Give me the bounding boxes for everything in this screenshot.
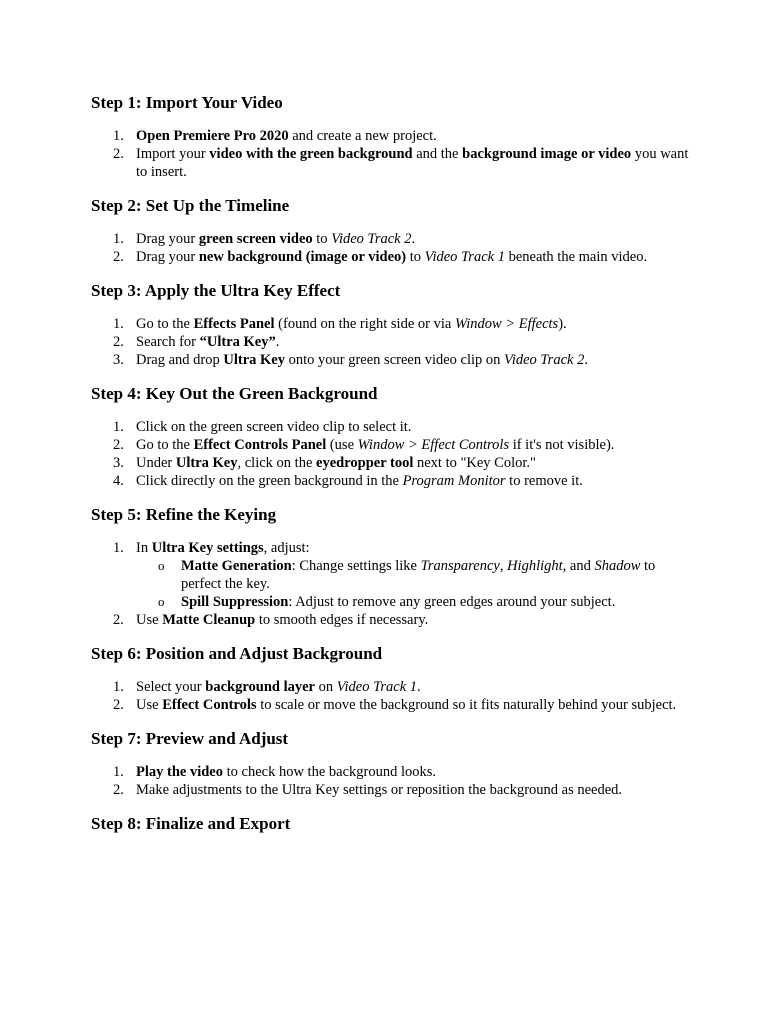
- list-item: [91, 127, 691, 145]
- list-number: 3.: [113, 352, 124, 368]
- spacer: [91, 217, 691, 230]
- text-run: ,: [499, 558, 508, 574]
- list-item: [91, 539, 691, 611]
- text-run: In: [136, 540, 152, 556]
- list-item-text: [136, 679, 421, 695]
- list-item-text: [136, 146, 688, 180]
- text-run: you want to insert.: [136, 146, 689, 180]
- document-content: [91, 92, 691, 835]
- italic-text: Highlight: [507, 558, 563, 574]
- bold-text: new background (image or video): [198, 249, 407, 265]
- spacer: [91, 490, 691, 504]
- text-run: Go to the: [136, 437, 194, 453]
- text-run: to: [312, 231, 332, 247]
- italic-text: Video Track 1: [424, 249, 505, 265]
- bold-text: Ultra Key: [223, 352, 285, 368]
- bold-text: Ultra Key settings: [151, 540, 264, 556]
- text-run: .: [584, 352, 588, 368]
- step-heading: Step 5: Refine the Keying: [91, 505, 277, 524]
- text-run: onto your green screen video clip on: [285, 352, 505, 368]
- list-item-text: [136, 612, 428, 628]
- list-item-text: [136, 697, 676, 713]
- text-run: , adjust:: [263, 540, 310, 556]
- spacer: [91, 629, 691, 643]
- step-list: [91, 678, 691, 714]
- list-item: [91, 145, 691, 181]
- list-item-text: [136, 540, 310, 556]
- list-number: 1.: [113, 540, 124, 556]
- spacer: [91, 799, 691, 813]
- step-heading: Step 3: Apply the Ultra Key Effect: [91, 281, 341, 300]
- text-run: : Change settings like: [291, 558, 421, 574]
- step-list: [91, 230, 691, 266]
- sub-list-item: [136, 593, 691, 611]
- text-run: ).: [558, 316, 567, 332]
- bold-text: Play the video: [136, 764, 223, 780]
- text-run: Use: [136, 697, 163, 713]
- step-list: [91, 763, 691, 799]
- step-list: [91, 315, 691, 369]
- list-number: 1.: [113, 128, 124, 144]
- list-item: [91, 611, 691, 629]
- step-heading: Step 6: Position and Adjust Background: [91, 644, 383, 663]
- text-run: Use: [136, 612, 163, 628]
- list-item: [91, 315, 691, 333]
- text-run: if it's not visible).: [509, 437, 615, 453]
- spacer: [91, 266, 691, 280]
- bold-text: Matte Generation: [181, 558, 292, 574]
- spacer: [91, 714, 691, 728]
- italic-text: Shadow: [594, 558, 641, 574]
- text-run: Drag your: [136, 231, 199, 247]
- list-item: [91, 454, 691, 472]
- list-item-text: [136, 473, 583, 489]
- list-item-text: [136, 249, 647, 265]
- text-run: Click directly on the green background in the: [136, 473, 403, 489]
- bold-text: Open Premiere Pro 2020: [136, 128, 289, 144]
- bullet-icon: o: [158, 594, 165, 609]
- text-run: Search for: [136, 334, 200, 350]
- italic-text: Video Track 2: [504, 352, 585, 368]
- italic-text: Window > Effects: [454, 316, 559, 332]
- list-item-text: [136, 782, 622, 798]
- spacer: [91, 526, 691, 539]
- text-run: to scale or move the background so it fits naturally behind your subject.: [256, 697, 677, 713]
- text-run: Make adjustments to the Ultra Key settings or reposition the background as needed.: [136, 782, 623, 798]
- text-run: (use: [326, 437, 358, 453]
- list-number: 2.: [113, 334, 124, 350]
- list-item: [91, 472, 691, 490]
- text-run: to remove it.: [505, 473, 583, 489]
- list-item-text: [136, 437, 614, 453]
- list-item-text: [136, 455, 536, 471]
- spacer: [91, 405, 691, 418]
- step-heading: Step 4: Key Out the Green Background: [91, 384, 378, 403]
- spacer: [91, 302, 691, 315]
- text-run: beneath the main video.: [504, 249, 648, 265]
- list-number: 2.: [113, 612, 124, 628]
- text-run: on: [314, 679, 337, 695]
- spacer: [91, 369, 691, 383]
- text-run: to check how the background looks.: [223, 764, 437, 780]
- bold-text: “Ultra Key”: [199, 334, 276, 350]
- list-item: [91, 230, 691, 248]
- text-run: , and: [562, 558, 595, 574]
- sub-item-text: [181, 594, 615, 610]
- list-item: [91, 248, 691, 266]
- list-item-text: [136, 419, 411, 435]
- list-number: 2.: [113, 782, 124, 798]
- list-item-text: [136, 334, 279, 350]
- text-run: : Adjust to remove any green edges around your subject.: [288, 594, 616, 610]
- text-run: Under: [136, 455, 176, 471]
- sub-list-item: [136, 557, 691, 593]
- sub-item-text: [181, 558, 655, 592]
- list-item-text: [136, 352, 588, 368]
- text-run: .: [417, 679, 421, 695]
- list-number: 1.: [113, 679, 124, 695]
- italic-text: Program Monitor: [402, 473, 506, 489]
- list-item-text: [136, 764, 436, 780]
- list-item: [91, 781, 691, 799]
- text-run: to perfect the key.: [181, 558, 656, 592]
- bold-text: background image or video: [462, 146, 632, 162]
- text-run: Import your: [136, 146, 210, 162]
- bullet-icon: o: [158, 558, 165, 573]
- step-heading: Step 1: Import Your Video: [91, 93, 283, 112]
- bold-text: Effects Panel: [193, 316, 275, 332]
- bold-text: eyedropper tool: [316, 455, 414, 471]
- step-list: [91, 539, 691, 629]
- bold-text: Matte Cleanup: [162, 612, 256, 628]
- bold-text: Effect Controls: [162, 697, 257, 713]
- step-list: [91, 418, 691, 490]
- bold-text: Effect Controls Panel: [193, 437, 327, 453]
- text-run: Click on the green screen video clip to select it.: [136, 419, 412, 435]
- bold-text: green screen video: [198, 231, 313, 247]
- text-run: to: [406, 249, 425, 265]
- list-number: 2.: [113, 697, 124, 713]
- text-run: and the: [412, 146, 463, 162]
- text-run: Select your: [136, 679, 206, 695]
- step-heading: Step 2: Set Up the Timeline: [91, 196, 290, 215]
- text-run: next to "Key Color.": [413, 455, 536, 471]
- text-run: .: [411, 231, 416, 247]
- list-number: 3.: [113, 455, 124, 471]
- text-run: to smooth edges if necessary.: [255, 612, 429, 628]
- step-list: [91, 127, 691, 181]
- italic-text: Window > Effect Controls: [357, 437, 510, 453]
- list-number: 1.: [113, 316, 124, 332]
- text-run: , click on the: [237, 455, 317, 471]
- spacer: [91, 750, 691, 763]
- list-number: 1.: [113, 764, 124, 780]
- spacer: [91, 181, 691, 195]
- list-item: [91, 333, 691, 351]
- list-item-text: [136, 128, 437, 144]
- text-run: (found on the right side or via: [274, 316, 455, 332]
- list-item: [91, 418, 691, 436]
- list-item: [91, 696, 691, 714]
- bold-text: video with the green background: [209, 146, 413, 162]
- text-run: Go to the: [136, 316, 194, 332]
- italic-text: Video Track 2: [331, 231, 412, 247]
- list-item: [91, 351, 691, 369]
- sub-list: [136, 557, 691, 611]
- list-item: [91, 763, 691, 781]
- bold-text: Spill Suppression: [181, 594, 289, 610]
- list-number: 4.: [113, 473, 124, 489]
- list-item-text: [136, 316, 567, 332]
- list-item: [91, 436, 691, 454]
- list-number: 1.: [113, 419, 124, 435]
- list-item: [91, 678, 691, 696]
- list-number: 1.: [113, 231, 124, 247]
- list-number: 2.: [113, 249, 124, 265]
- spacer: [91, 114, 691, 127]
- bold-text: background layer: [205, 679, 315, 695]
- text-run: Drag and drop: [136, 352, 224, 368]
- list-item-text: [136, 231, 415, 247]
- list-number: 2.: [113, 146, 124, 162]
- bold-text: Ultra Key: [175, 455, 238, 471]
- spacer: [91, 665, 691, 678]
- step-heading: Step 8: Finalize and Export: [91, 814, 291, 833]
- text-run: .: [275, 334, 280, 350]
- text-run: and create a new project.: [288, 128, 437, 144]
- italic-text: Video Track 1: [336, 679, 418, 695]
- list-number: 2.: [113, 437, 124, 453]
- step-heading: Step 7: Preview and Adjust: [91, 729, 289, 748]
- text-run: Drag your: [136, 249, 199, 265]
- italic-text: Transparency: [420, 558, 500, 574]
